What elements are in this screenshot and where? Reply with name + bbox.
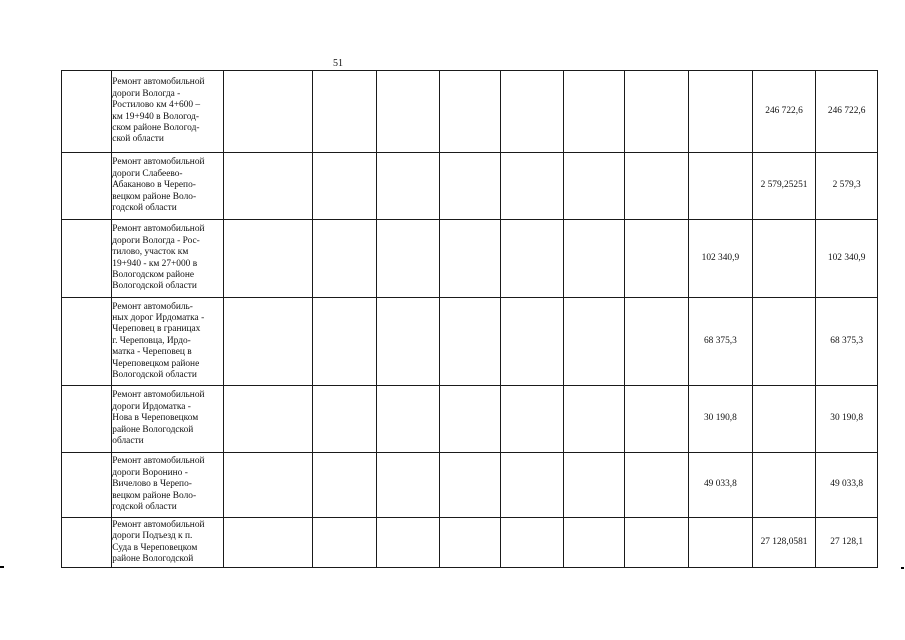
amount-cell: 2 579,3	[816, 153, 878, 220]
amount-cell	[689, 153, 753, 220]
empty-cell	[377, 153, 440, 220]
work-description-line: Вичелово в Черепо-	[112, 479, 192, 490]
amount-cell	[752, 453, 816, 518]
empty-cell	[625, 518, 689, 568]
work-description-line: дороги Воронино -	[112, 467, 188, 478]
empty-cell	[439, 518, 501, 568]
amount-cell	[752, 386, 816, 453]
amount-cell	[752, 298, 816, 386]
empty-cell	[224, 298, 313, 386]
work-description-line: Суда в Череповецком	[112, 542, 198, 553]
work-description-cell	[112, 386, 224, 453]
empty-cell	[313, 153, 377, 220]
empty-cell	[62, 518, 112, 568]
work-description-cell	[112, 518, 224, 568]
work-description-line: км 19+940 в Вологод-	[112, 111, 200, 122]
empty-cell	[224, 386, 313, 453]
work-description-line: Ремонт автомобильной	[112, 456, 205, 467]
empty-cell	[501, 518, 564, 568]
amount-cell: 246 722,6	[816, 71, 878, 153]
amount-cell: 30 190,8	[689, 386, 753, 453]
empty-cell	[625, 453, 689, 518]
empty-cell	[625, 153, 689, 220]
empty-cell	[62, 220, 112, 298]
work-description-line: дороги Вологда - Рос-	[112, 235, 200, 246]
empty-cell	[439, 386, 501, 453]
empty-cell	[313, 518, 377, 568]
empty-cell	[501, 298, 564, 386]
work-description-line: дороги Вологда -	[112, 88, 181, 99]
table-row	[62, 298, 878, 386]
amount-cell: 68 375,3	[816, 298, 878, 386]
empty-cell	[563, 71, 625, 153]
empty-cell	[625, 220, 689, 298]
empty-cell	[625, 386, 689, 453]
empty-cell	[313, 298, 377, 386]
empty-cell	[563, 153, 625, 220]
work-description-line: Ремонт автомобиль-	[112, 301, 193, 312]
empty-cell	[439, 71, 501, 153]
empty-cell	[377, 453, 440, 518]
empty-cell	[313, 453, 377, 518]
empty-cell	[439, 298, 501, 386]
work-description-line: ской области	[112, 134, 164, 145]
amount-cell: 102 340,9	[816, 220, 878, 298]
page-number: 51	[333, 58, 343, 69]
empty-cell	[501, 386, 564, 453]
table-row	[62, 453, 878, 518]
empty-cell	[563, 298, 625, 386]
work-description-line: дороги Ирдоматка -	[112, 401, 191, 412]
empty-cell	[563, 386, 625, 453]
work-description-cell	[112, 71, 224, 153]
empty-cell	[563, 220, 625, 298]
empty-cell	[313, 71, 377, 153]
empty-cell	[377, 386, 440, 453]
work-description-line: Череповец в границах	[112, 324, 201, 335]
work-description-cell	[112, 153, 224, 220]
amount-cell	[689, 71, 753, 153]
scan-edge-mark-left	[0, 566, 4, 568]
empty-cell	[62, 153, 112, 220]
work-description-cell	[112, 453, 224, 518]
empty-cell	[563, 453, 625, 518]
amount-cell: 49 033,8	[816, 453, 878, 518]
budget-table	[61, 70, 878, 568]
table-row	[62, 220, 878, 298]
amount-cell: 27 128,1	[816, 518, 878, 568]
amount-cell: 102 340,9	[689, 220, 753, 298]
work-description-line: дороги Подъезд к п.	[112, 531, 193, 542]
amount-cell: 49 033,8	[689, 453, 753, 518]
amount-cell: 30 190,8	[816, 386, 878, 453]
empty-cell	[563, 518, 625, 568]
amount-cell	[689, 518, 753, 568]
empty-cell	[501, 453, 564, 518]
empty-cell	[313, 386, 377, 453]
amount-cell: 2 579,25251	[752, 153, 816, 220]
empty-cell	[377, 298, 440, 386]
empty-cell	[625, 298, 689, 386]
empty-cell	[62, 71, 112, 153]
empty-cell	[439, 220, 501, 298]
empty-cell	[377, 220, 440, 298]
empty-cell	[62, 453, 112, 518]
work-description-line: годской области	[112, 502, 177, 513]
empty-cell	[625, 71, 689, 153]
empty-cell	[501, 220, 564, 298]
empty-cell	[62, 386, 112, 453]
empty-cell	[439, 453, 501, 518]
empty-cell	[62, 298, 112, 386]
work-description-line: Ремонт автомобильной	[112, 77, 205, 88]
empty-cell	[501, 153, 564, 220]
empty-cell	[439, 153, 501, 220]
amount-cell: 27 128,0581	[752, 518, 816, 568]
work-description-line: районе Вологодской	[112, 553, 194, 564]
work-description-line: вецком районе Воло-	[112, 490, 197, 501]
work-description-line: матка - Череповец в	[112, 347, 192, 358]
empty-cell	[224, 518, 313, 568]
empty-cell	[224, 153, 313, 220]
empty-cell	[377, 71, 440, 153]
work-description-line: дороги Слабеево-	[112, 168, 183, 179]
work-description-line: Абаканово в Черепо-	[112, 180, 196, 191]
work-description-line: Вологодской области	[112, 281, 197, 292]
work-description-line: области	[112, 436, 144, 447]
empty-cell	[377, 518, 440, 568]
amount-cell: 246 722,6	[752, 71, 816, 153]
table-row	[62, 153, 878, 220]
work-description-line: годской области	[112, 203, 177, 214]
scan-edge-mark-right	[901, 567, 904, 569]
work-description-line: вецком районе Воло-	[112, 191, 197, 202]
work-description-cell	[112, 298, 224, 386]
table-row	[62, 71, 878, 153]
work-description-line: Ремонт автомобильной	[112, 519, 205, 530]
empty-cell	[224, 220, 313, 298]
work-description-line: г. Череповца, Ирдо-	[112, 335, 191, 346]
table-row	[62, 386, 878, 453]
work-description-line: ных дорог Ирдоматка -	[112, 312, 205, 323]
empty-cell	[224, 71, 313, 153]
work-description-line: тилово, участок км	[112, 247, 189, 258]
work-description-line: ском районе Вологод-	[112, 122, 200, 133]
work-description-line: Череповецком районе	[112, 358, 200, 369]
work-description-line: Вологодском районе	[112, 269, 195, 280]
work-description-line: Нова в Череповецком	[112, 413, 199, 424]
empty-cell	[313, 220, 377, 298]
work-description-line: Ремонт автомобильной	[112, 157, 205, 168]
work-description-line: районе Вологодской	[112, 424, 194, 435]
amount-cell	[752, 220, 816, 298]
work-description-line: Ремонт автомобильной	[112, 390, 205, 401]
work-description-line: Ремонт автомобильной	[112, 224, 205, 235]
empty-cell	[224, 453, 313, 518]
work-description-line: Вологодской области	[112, 370, 197, 381]
work-description-line: 19+940 - км 27+000 в	[112, 258, 198, 269]
table-row	[62, 518, 878, 568]
work-description-cell	[112, 220, 224, 298]
amount-cell: 68 375,3	[689, 298, 753, 386]
empty-cell	[501, 71, 564, 153]
work-description-line: Ростилово км 4+600 –	[112, 100, 201, 111]
